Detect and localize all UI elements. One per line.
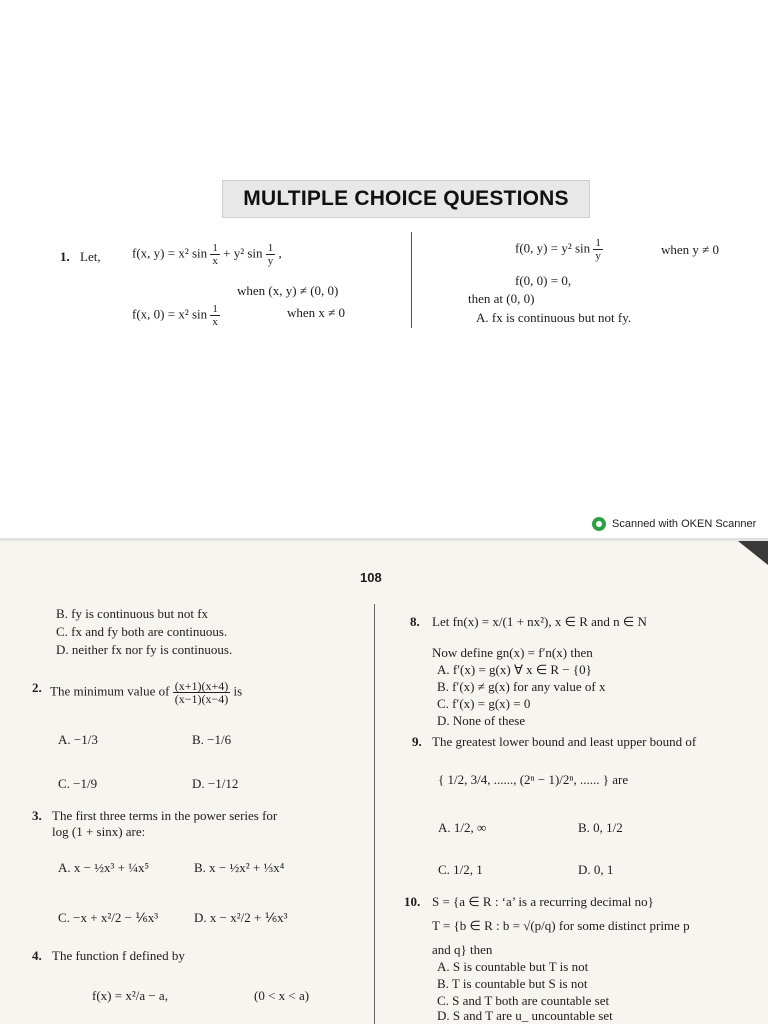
q10-line2: T = {b ∈ R : b = √(p/q) for some distinct prime p [432,918,690,933]
q2-option-d: D. −1/12 [192,776,239,791]
q8-option-d: D. None of these [437,713,526,728]
q4-function: f(x) = x²/a − a, [92,988,168,1003]
q3-text-line1: The first three terms in the power series for [52,808,278,823]
q9-option-c: C. 1/2, 1 [438,862,483,877]
q3-option-b: B. x − ½x² + ⅓x⁴ [194,860,285,875]
q3-number: 3. [32,808,42,823]
q10-number: 10. [404,894,421,909]
q9-set: { 1/2, 3/4, ......, (2ⁿ − 1)/2ⁿ, ...... } are [438,772,629,787]
q1-fx0-frac [210,303,220,328]
q3-option-c: C. −x + x²/2 − ⅙x³ [58,910,159,925]
q1-f0y-lhs: f(0, y) = y² sin [515,240,591,256]
q10-option-b: B. T is countable but S is not [437,976,588,991]
page-corner-fold [738,541,768,565]
q1-f0y [515,237,603,262]
q10-line3: and q} then [432,942,493,957]
q4-text: The function f defined by [52,948,185,963]
q9-number: 9. [412,734,422,749]
q3-option-d: D. x − x²/2 + ⅙x³ [194,910,288,925]
q1-option-a: A. fx is continuous but not fy. [476,310,632,325]
frac-num: 1 [267,242,274,254]
q3-option-a: A. x − ½x³ + ¼x⁵ [58,860,149,875]
oken-logo-icon [592,517,606,531]
q2-is: is [233,683,243,699]
q1-lead: Let, [80,249,101,264]
frac-num: 1 [212,242,218,254]
q1-frac-x [210,242,220,267]
q1-option-c: C. fx and fy both are continuous. [56,624,228,639]
q1-f00: f(0, 0) = 0, [515,273,572,288]
q3-text-line2: log (1 + sinx) are: [52,824,146,839]
title-box [222,180,590,218]
q10-line1: S = {a ∈ R : ‘a’ is a recurring decimal no} [432,894,654,909]
scanner-text: Scanned with OKEN Scanner [612,517,757,530]
q1-f0y-frac [593,237,603,262]
q10-option-c: C. S and T both are countable set [437,993,610,1008]
q2-denominator: (x−1)(x−4) [174,692,229,706]
q9-option-b: B. 0, 1/2 [578,820,623,835]
q1-option-d: D. neither fx nor fy is continuous. [56,642,233,657]
column-divider-bottom [374,604,375,1024]
q1-fxy [132,242,282,267]
q9-text: The greatest lower bound and least upper bound of [432,734,697,749]
q1-fx0-lhs: f(x, 0) = x² sin [132,306,208,322]
q1-cond2: when x ≠ 0 [287,305,346,320]
q10-option-d: D. S and T are u_ uncountable set [437,1008,613,1023]
q8-option-c: C. f′(x) = g(x) = 0 [437,696,531,711]
page-title: MULTIPLE CHOICE QUESTIONS [243,187,569,210]
q2-option-b: B. −1/6 [192,732,232,747]
q8-number: 8. [410,614,420,629]
q1-fxy-mid: + y² sin [223,245,263,261]
q1-fx0 [132,303,220,328]
scanner-watermark [592,517,756,531]
frac-den: x [212,316,218,328]
q1-fxy-end: , [278,245,282,261]
q2-number: 2. [32,680,42,695]
q1-option-b: B. fy is continuous but not fx [56,606,209,621]
q10-option-a: A. S is countable but T is not [437,959,589,974]
q8-text: Let fn(x) = x/(1 + nx²), x ∈ R and n ∈ N [432,614,647,629]
q2-lead: The minimum value of [50,683,170,699]
q9-option-a: A. 1/2, ∞ [438,820,487,835]
q2-option-c: C. −1/9 [58,776,98,791]
q2-fraction [173,680,231,705]
q9-option-d: D. 0, 1 [578,862,614,877]
frac-den: y [595,250,601,262]
q1-number: 1. [60,249,70,264]
q4-number: 4. [32,948,42,963]
frac-den: y [267,255,274,267]
q2-text [50,680,242,705]
q8-now: Now define gn(x) = f′n(x) then [432,645,593,660]
q8-option-b: B. f′(x) ≠ g(x) for any value of x [437,679,606,694]
frac-den: x [212,255,218,267]
q1-cond1: when (x, y) ≠ (0, 0) [237,283,339,298]
q1-cond3: when y ≠ 0 [661,242,720,257]
q1-then: then at (0, 0) [468,291,535,306]
q2-option-a: A. −1/3 [58,732,98,747]
q2-numerator: (x+1)(x+4) [174,679,229,693]
q1-frac-y [266,242,276,267]
q4-condition: (0 < x < a) [254,988,310,1003]
page-number: 108 [360,570,382,585]
q8-option-a: A. f′(x) = g(x) ∀ x ∈ R − {0} [437,662,592,677]
frac-num: 1 [212,303,218,315]
q1-fxy-lhs: f(x, y) = x² sin [132,245,208,261]
frac-num: 1 [595,237,601,249]
column-divider-top [411,232,412,328]
